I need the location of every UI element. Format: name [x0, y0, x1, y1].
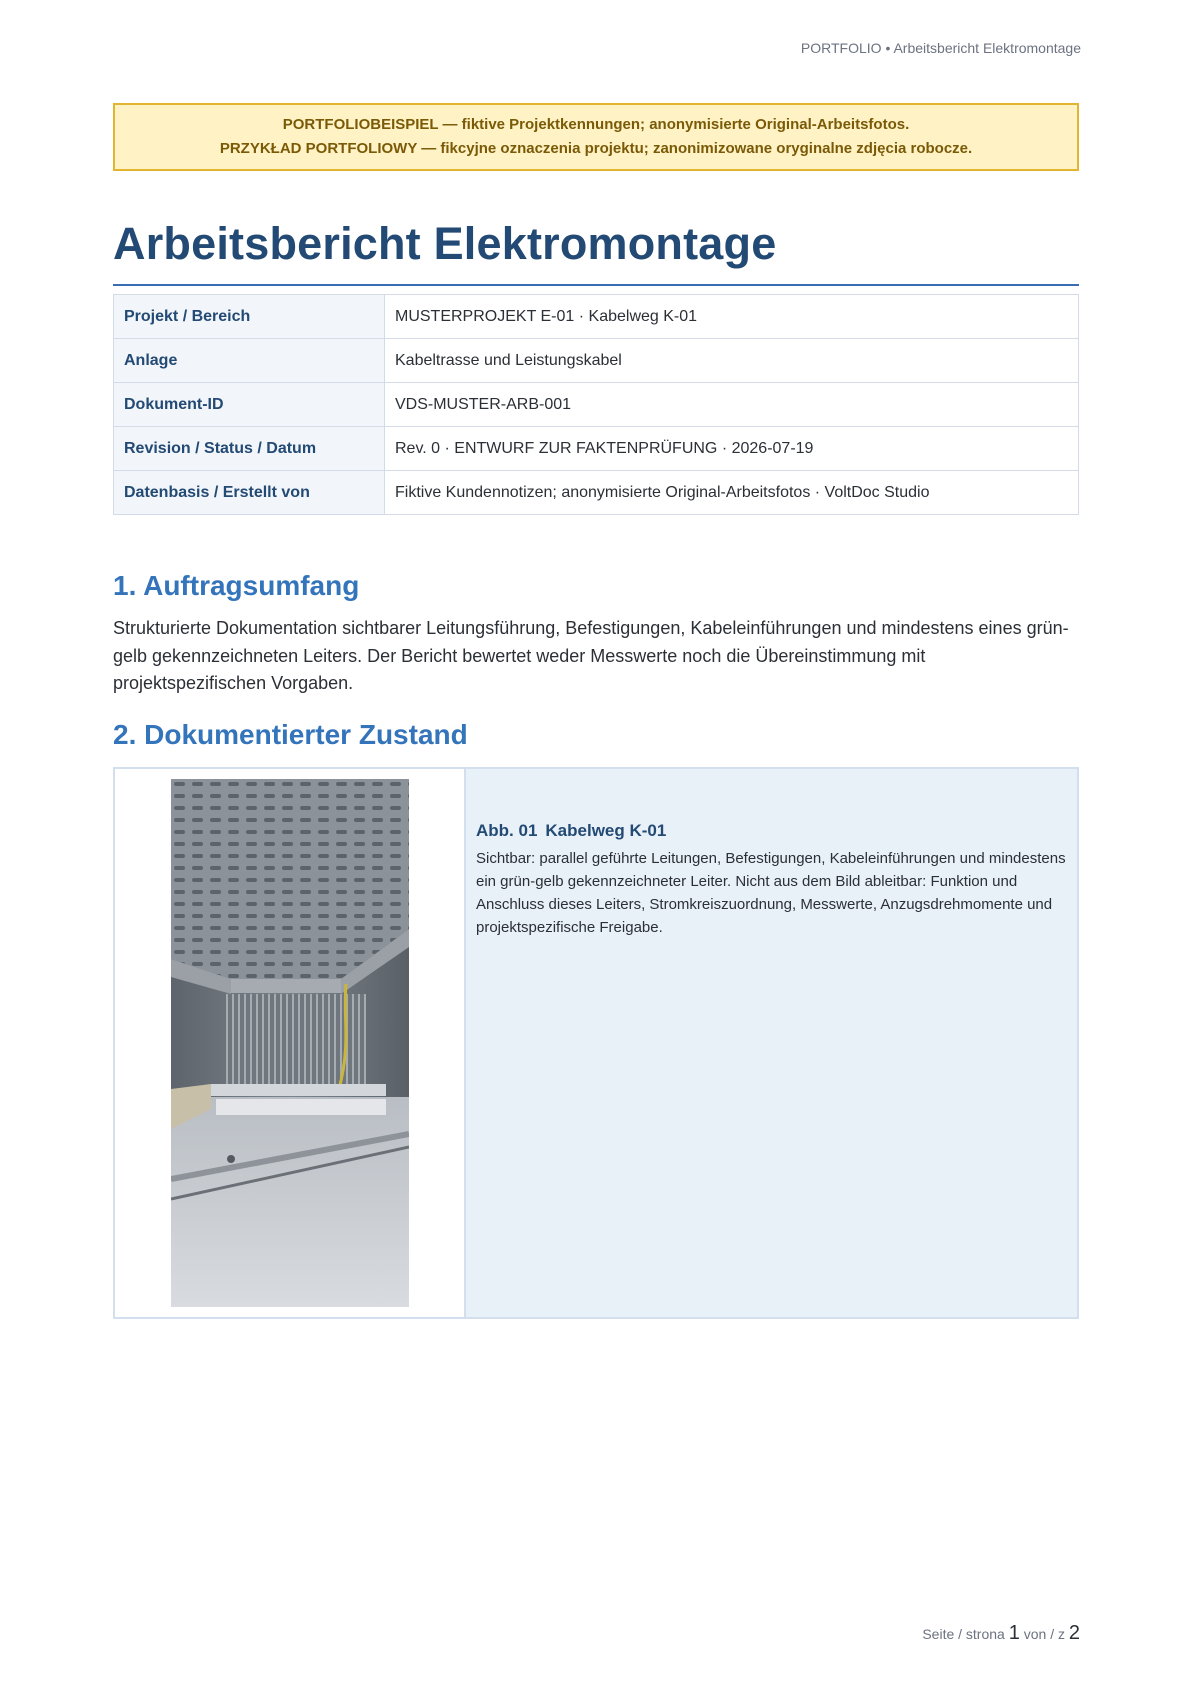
footer-prefix: Seite / strona: [922, 1626, 1005, 1642]
metadata-row-document-id: [114, 383, 1079, 427]
metadata-value: Rev. 0 · ENTWURF ZUR FAKTENPRÜFUNG · 2026-07-19: [385, 427, 1079, 471]
metadata-label: Datenbasis / Erstellt von: [114, 471, 385, 515]
metadata-label: Anlage: [114, 339, 385, 383]
metadata-table: [113, 294, 1079, 515]
page-number-footer: [922, 1622, 1080, 1645]
notice-line-german: PORTFOLIOBEISPIEL — fiktive Projektkennungen; anonymisierte Original-Arbeitsfotos.: [282, 116, 910, 133]
figure-caption-text: Sichtbar: parallel geführte Leitungen, Befestigungen, Kabeleinführungen und mindestens ein grün-gelb gekennzeichneter Leiter. Nicht aus dem Bild ableitbar: Funktion und Anschluss dieses Leiters, Stromkreiszuordnung, Messwerte, Anzugsdrehmomente und projektspezifische Freigabe.: [476, 850, 1066, 936]
footer-middle: von / z: [1023, 1626, 1065, 1642]
figure-number: Abb. 01: [476, 821, 538, 840]
metadata-label: Projekt / Bereich: [114, 295, 385, 339]
metadata-row-data-basis: [114, 471, 1079, 515]
portfolio-notice-banner: [113, 103, 1079, 171]
figure-table: [113, 767, 1079, 1319]
metadata-value: Kabeltrasse und Leistungskabel: [385, 339, 1079, 383]
scope-paragraph: Strukturierte Dokumentation sichtbarer Leitungsführung, Befestigungen, Kabeleinführungen und mindestens eines grün-gelb gekennzeichneten Leiters. Der Bericht bewertet weder Messwerte noch die Übereinstimmung mit projektspezifischen Vorgaben.: [113, 618, 1069, 693]
metadata-row-plant: [114, 339, 1079, 383]
section-heading-scope: 1. Auftragsumfang: [113, 570, 360, 601]
footer-total-pages: 2: [1068, 1622, 1080, 1644]
figure-caption-cell: [466, 769, 1077, 1317]
cable-tray-photo: [171, 779, 409, 1307]
title-divider: [113, 284, 1079, 286]
figure-title: Kabelweg K-01: [545, 821, 667, 840]
metadata-value: MUSTERPROJEKT E-01 · Kabelweg K-01: [385, 295, 1079, 339]
notice-line-polish: PRZYKŁAD PORTFOLIOWY — fikcyjne oznaczenia projektu; zanonimizowane oryginalne zdjęcia robocze.: [219, 140, 973, 157]
running-header: PORTFOLIO • Arbeitsbericht Elektromontage: [800, 40, 1081, 56]
metadata-row-project: [114, 295, 1079, 339]
metadata-row-revision: [114, 427, 1079, 471]
figure-photo-cell: [115, 769, 466, 1317]
metadata-value: Fiktive Kundennotizen; anonymisierte Original-Arbeitsfotos · VoltDoc Studio: [385, 471, 1079, 515]
cable-tray-photo-illustration: [171, 779, 409, 1307]
metadata-label: Revision / Status / Datum: [114, 427, 385, 471]
figure-caption-title: [476, 821, 1067, 841]
section-heading-documented-state: 2. Dokumentierter Zustand: [113, 719, 468, 750]
footer-current-page: 1: [1008, 1622, 1020, 1644]
metadata-label: Dokument-ID: [114, 383, 385, 427]
document-title: Arbeitsbericht Elektromontage: [113, 218, 777, 269]
metadata-value: VDS-MUSTER-ARB-001: [385, 383, 1079, 427]
